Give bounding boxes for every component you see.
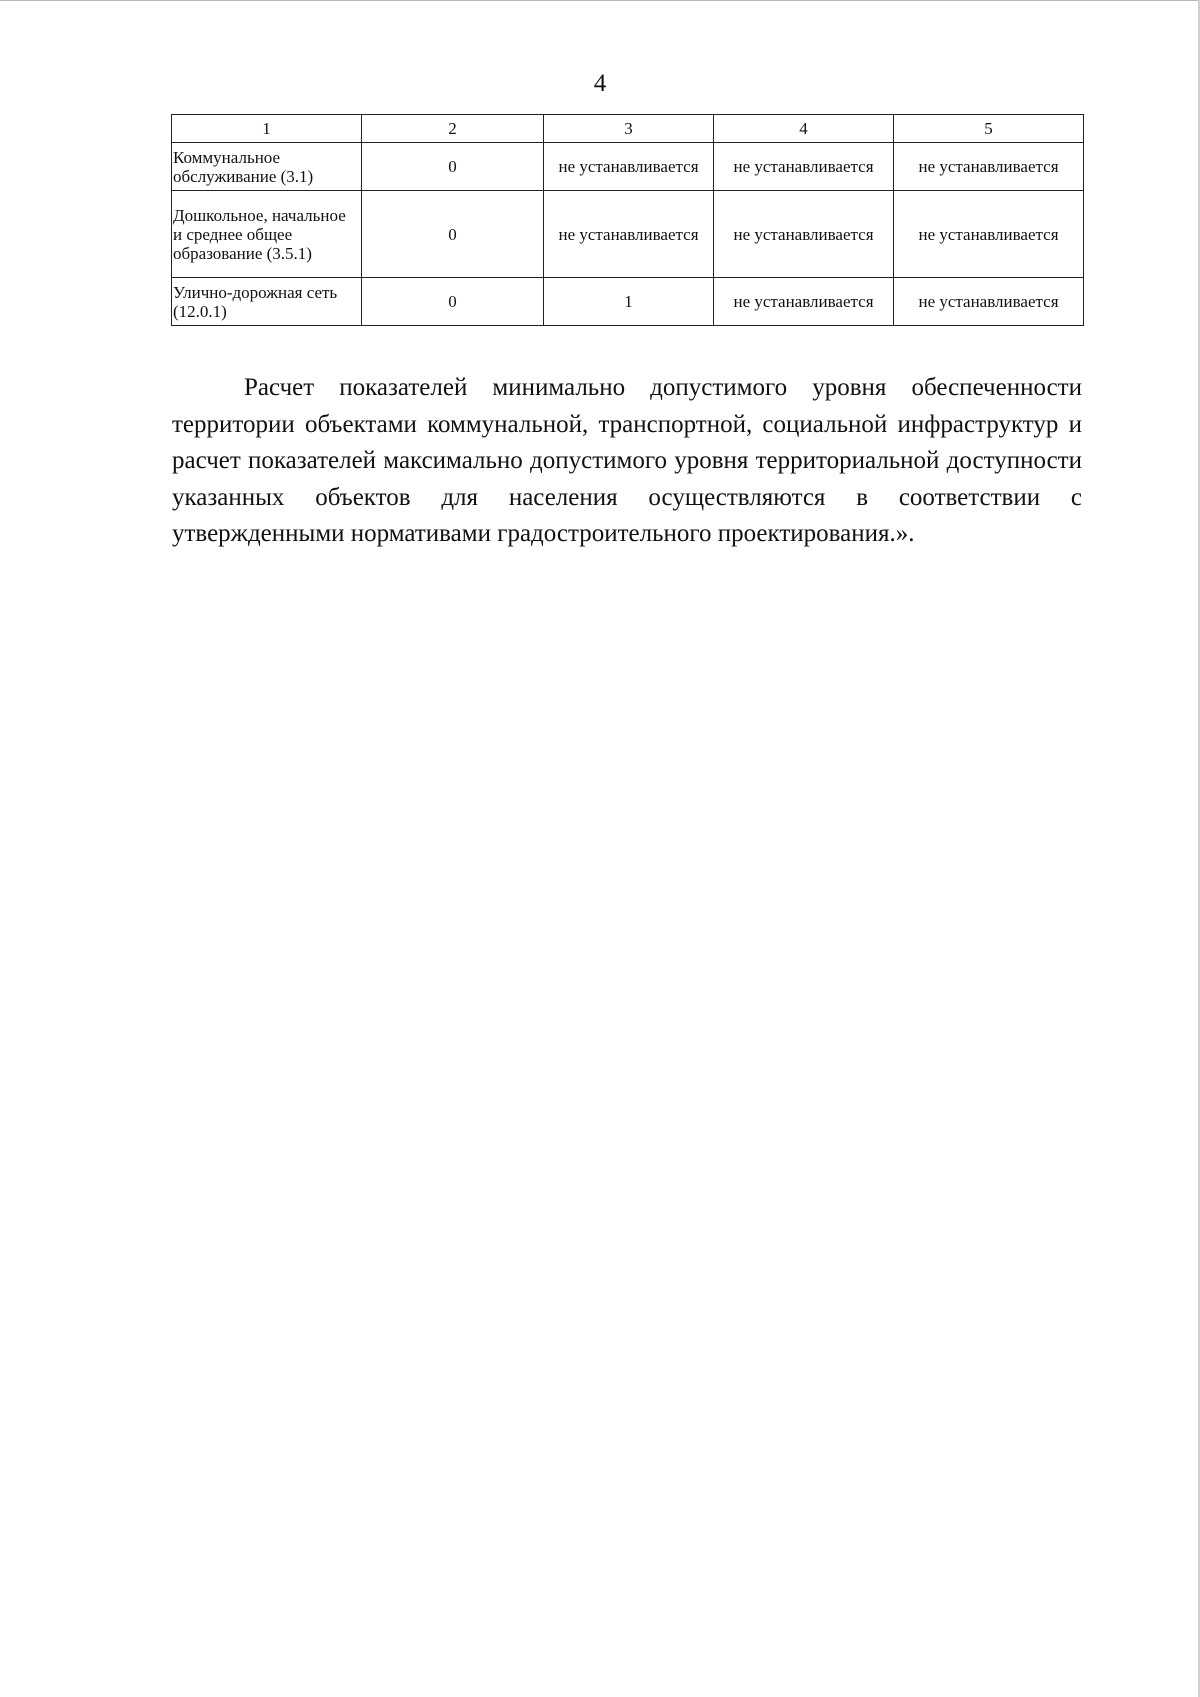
table-cell: не устанавливается	[544, 191, 714, 278]
table-cell: не устанавливается	[894, 278, 1084, 326]
column-number-1: 1	[172, 115, 362, 143]
land-use-type-cell: Улично-дорожная сеть (12.0.1)	[172, 278, 362, 326]
column-number-5: 5	[894, 115, 1084, 143]
table-cell: 1	[544, 278, 714, 326]
table-cell: не устанавливается	[714, 278, 894, 326]
table-cell: не устанавливается	[714, 191, 894, 278]
column-number-2: 2	[362, 115, 544, 143]
table-cell: не устанавливается	[714, 143, 894, 191]
column-number-3: 3	[544, 115, 714, 143]
table-cell: не устанавливается	[894, 191, 1084, 278]
body-paragraph: Расчет показателей минимально допустимого уровня обеспеченности территории объектами коммунальной, транспортной, социальной инфраструктур и расчет показателей максимально допустимого уровня территориальной доступности указанных объектов для населения осуществляются в соответствии с утвержденными нормативами градостроительного проектирования.».	[172, 374, 1082, 547]
land-use-type-cell: Коммунальное обслуживание (3.1)	[172, 143, 362, 191]
column-number-4: 4	[714, 115, 894, 143]
table-cell: не устанавливается	[894, 143, 1084, 191]
regulations-table	[171, 114, 1084, 326]
table-row	[172, 143, 1084, 191]
table-cell: 0	[362, 278, 544, 326]
table-row	[172, 191, 1084, 278]
page-number: 4	[593, 70, 607, 97]
scan-top-edge	[0, 0, 1200, 1]
table-cell: 0	[362, 143, 544, 191]
table-row	[172, 278, 1084, 326]
table-cell: не устанавливается	[544, 143, 714, 191]
table-header-row	[172, 115, 1084, 143]
land-use-type-cell: Дошкольное, начальное и среднее общее образование (3.5.1)	[172, 191, 362, 278]
table-cell: 0	[362, 191, 544, 278]
